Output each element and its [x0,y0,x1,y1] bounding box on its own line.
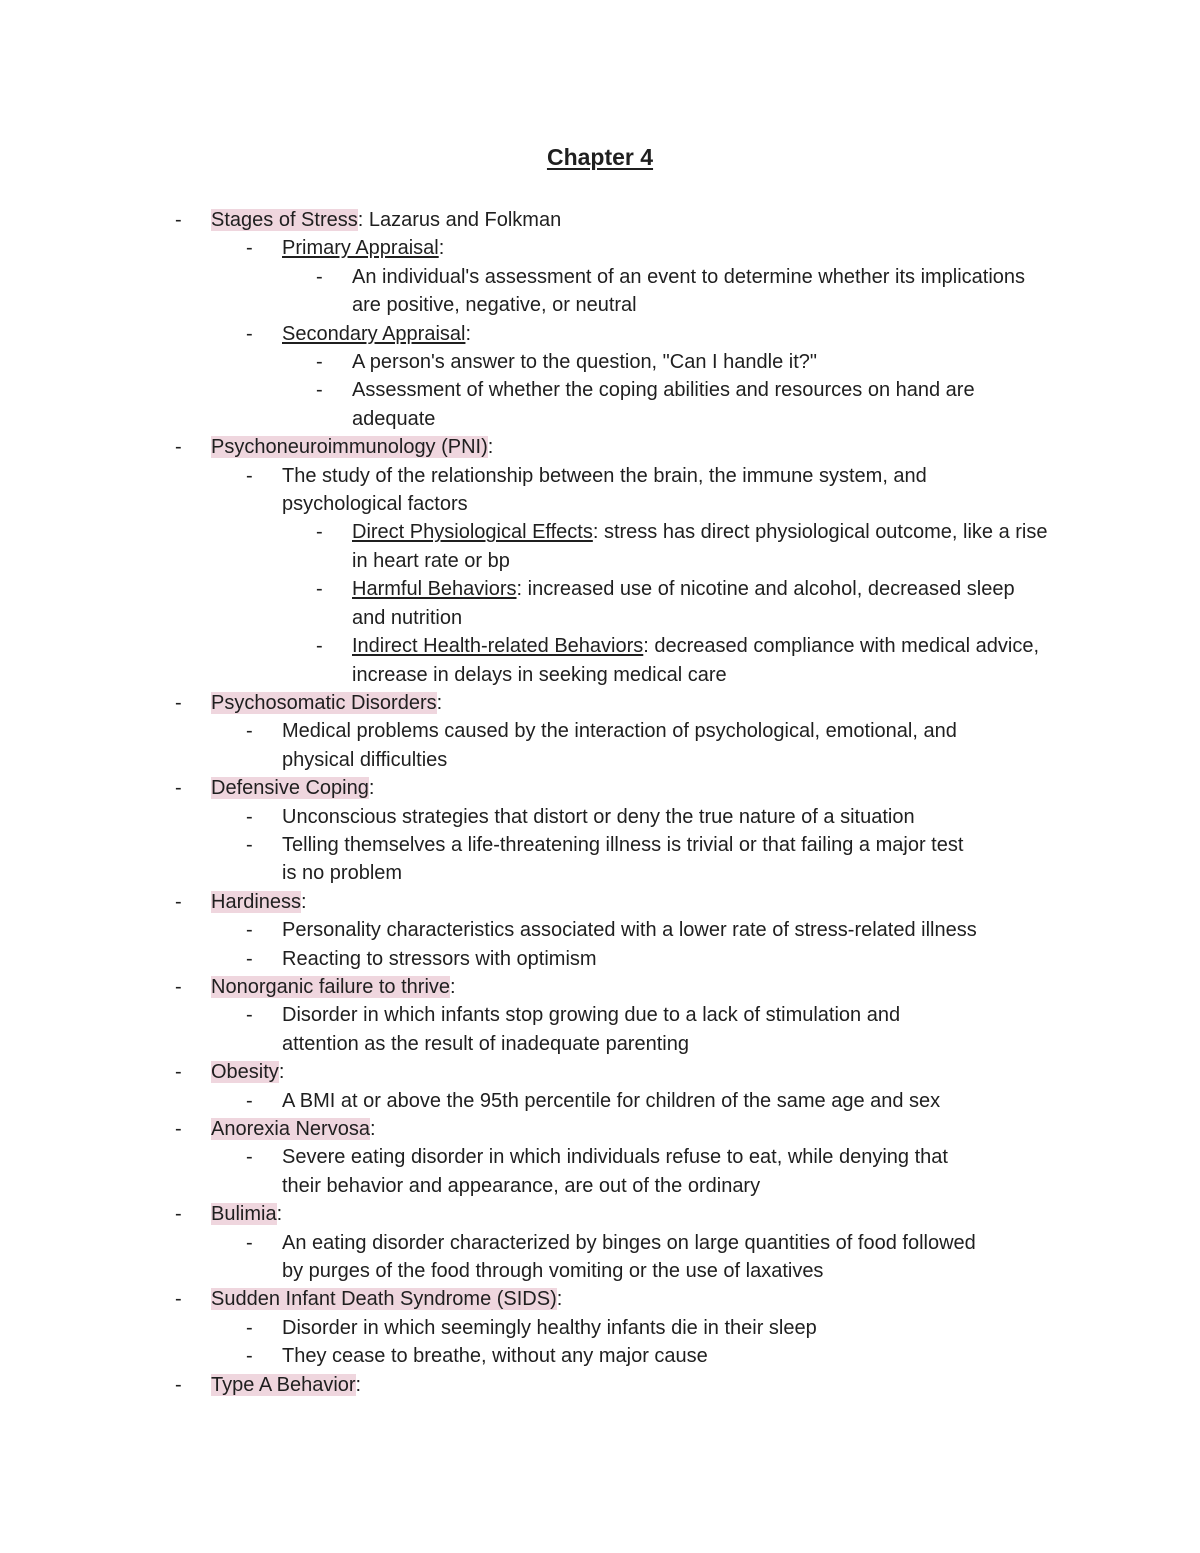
bullet-dash: - [246,919,253,942]
list-item-content [352,348,1052,376]
item-text: Severe eating disorder in which individuals refuse to eat, while denying that their behavior and appearance, are out of the ordinary [282,1146,948,1197]
bullet-dash: - [175,1373,182,1396]
bullet-dash: - [175,777,182,800]
item-text: : stress has direct physiological outcome, like a rise in heart rate or bp [352,521,1048,572]
list-item [0,1087,1200,1115]
list-item [0,320,1200,348]
list-item-content [282,462,982,519]
list-item [0,689,1200,717]
list-item [0,1115,1200,1143]
highlighted-term: Bulimia [211,1203,277,1226]
list-item [0,1342,1200,1370]
item-text: An eating disorder characterized by binges on large quantities of food followed by purges of the food through vomiting or the use of laxatives [282,1231,976,1283]
bullet-dash: - [175,890,182,913]
list-item-content [282,1087,982,1115]
item-text: An individual's assessment of an event to determine whether its implications are positive, negative, or neutral [352,265,1026,317]
item-text: : decreased compliance with medical advice, increase in delays in seeking medical care [352,635,1040,686]
bullet-dash: - [246,1004,253,1027]
bullet-dash: - [175,975,182,998]
list-item [0,575,1200,632]
item-text: : [355,1373,362,1396]
list-item-content [282,1342,982,1370]
list-item-content [282,916,982,944]
item-text: Reacting to stressors with optimism [282,947,597,970]
list-item-content [282,1314,982,1342]
item-text: They cease to breathe, without any major cause [282,1345,708,1368]
item-text: Personality characteristics associated with a lower rate of stress-related illness [282,919,977,942]
list-item-content [282,1143,982,1200]
list-item [0,348,1200,376]
list-item-content [211,888,911,916]
item-text: : Lazarus and Folkman [357,209,562,231]
list-item-content [352,263,1052,320]
item-text: : [465,322,472,345]
item-text: : increased use of nicotine and alcohol, decreased sleep and nutrition [352,578,1015,629]
bullet-dash: - [246,1316,253,1339]
bullet-dash: - [246,947,253,970]
highlighted-term: Nonorganic failure to thrive [211,975,451,998]
bullet-dash: - [246,1345,253,1368]
list-item [0,916,1200,944]
bullet-dash: - [246,1231,253,1254]
underlined-term: Primary Appraisal [282,237,439,260]
bullet-dash: - [175,691,182,714]
list-item [0,1058,1200,1086]
bullet-dash: - [175,1118,182,1140]
list-item-content [282,234,982,262]
item-text: : [450,975,456,998]
item-text: Assessment of whether the coping abilities and resources on hand are adequate [352,379,975,430]
bullet-dash: - [246,1089,253,1112]
bullet-dash: - [175,1288,182,1311]
underlined-term: Secondary Appraisal [282,322,466,345]
list-item-content [211,1058,911,1086]
list-item-content [282,831,982,888]
bullet-dash: - [175,436,182,459]
highlighted-term: Defensive Coping [211,777,369,800]
highlighted-term: Stages of Stress [211,209,358,231]
list-item [0,1371,1200,1399]
item-text: : [436,691,443,714]
bullet-dash: - [316,635,323,658]
bullet-dash: - [246,720,253,743]
list-item [0,206,1200,234]
list-item [0,234,1200,262]
item-text: A BMI at or above the 95th percentile for children of the same age and sex [282,1089,941,1112]
bullet-dash: - [246,1146,253,1169]
list-item-content [211,689,911,717]
list-item-content [211,1371,911,1399]
list-item [0,462,1200,519]
list-item-content [211,206,911,234]
item-text: Medical problems caused by the interaction of psychological, emotional, and physical difficulties [282,720,957,771]
highlighted-term: Anorexia Nervosa [211,1118,370,1140]
bullet-dash: - [246,237,253,260]
list-item-content [282,803,982,831]
item-text: Disorder in which infants stop growing due to a lack of stimulation and attention as the result of inadequate parenting [282,1004,901,1055]
bullet-dash: - [246,833,253,856]
list-item-content [282,945,982,973]
list-item [0,263,1200,320]
bullet-dash: - [175,209,182,231]
list-item [0,888,1200,916]
highlighted-term: Sudden Infant Death Syndrome (SIDS) [211,1288,557,1311]
bullet-dash: - [316,578,323,601]
underlined-term: Direct Physiological Effects [352,521,593,544]
list-item-content [211,1115,911,1143]
list-item-content [211,774,911,802]
item-text: Disorder in which seemingly healthy infants die in their sleep [282,1316,817,1339]
list-item-content [282,320,982,348]
list-item [0,376,1200,433]
list-item [0,803,1200,831]
highlighted-term: Obesity [211,1061,279,1084]
list-item [0,831,1200,888]
highlighted-term: Hardiness [211,890,302,913]
list-item-content [352,575,1052,632]
item-text: The study of the relationship between the brain, the immune system, and psychological factors [282,464,927,516]
bullet-dash: - [316,265,323,288]
highlighted-term: Type A Behavior [211,1373,356,1396]
highlighted-term: Psychosomatic Disorders [211,691,437,714]
item-text: Telling themselves a life-threatening illness is trivial or that failing a major test is no problem [282,833,964,885]
list-item [0,1314,1200,1342]
bullet-dash: - [246,464,253,487]
list-item [0,1285,1200,1313]
list-item-content [282,1229,982,1286]
list-item [0,973,1200,1001]
bullet-dash: - [246,322,253,345]
underlined-term: Harmful Behaviors [352,578,517,601]
list-item [0,774,1200,802]
bullet-dash: - [175,1061,182,1084]
list-item-content [211,433,911,461]
list-item-content [352,632,1052,689]
list-item-content [211,1285,911,1313]
list-item [0,1200,1200,1228]
underlined-term: Indirect Health-related Behaviors [352,635,644,658]
highlighted-term: Psychoneuroimmunology (PNI) [211,436,488,459]
list-item [0,1001,1200,1058]
item-text: : [487,436,494,459]
bullet-dash: - [316,521,323,544]
item-text: : [438,237,445,260]
item-text: A person's answer to the question, "Can I handle it?" [352,351,817,374]
bullet-dash: - [316,351,323,374]
list-item-content [282,717,982,774]
list-item [0,1229,1200,1286]
list-item [0,433,1200,461]
bullet-outline [0,206,1200,1399]
page-title: Chapter 4 [546,144,654,170]
list-item-content [282,1001,982,1058]
item-text: : [369,1118,376,1140]
list-item [0,717,1200,774]
list-item [0,518,1200,575]
list-item [0,945,1200,973]
item-text: : [276,1203,283,1226]
bullet-dash: - [175,1203,182,1226]
item-text: : [301,890,307,913]
list-item-content [352,376,1052,433]
list-item-content [211,973,911,1001]
item-text: : [556,1288,563,1311]
bullet-dash: - [316,379,323,402]
list-item [0,632,1200,689]
item-text: : [368,777,375,800]
bullet-dash: - [246,805,253,828]
item-text: : [278,1061,285,1084]
item-text: Unconscious strategies that distort or deny the true nature of a situation [282,805,915,828]
list-item [0,1143,1200,1200]
list-item-content [352,518,1052,575]
list-item-content [211,1200,911,1228]
